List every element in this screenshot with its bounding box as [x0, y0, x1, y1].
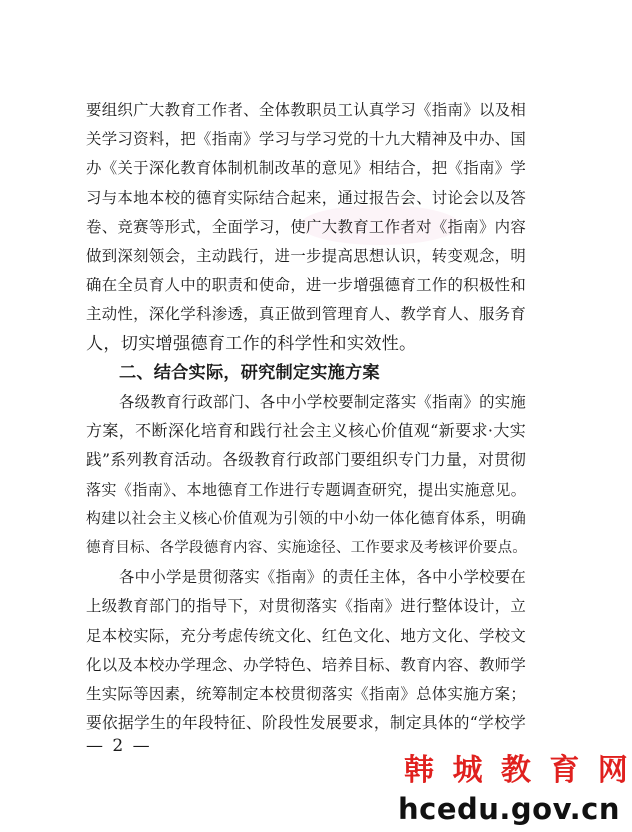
body-text-line: 卷、竞赛等形式，全面学习，使广大教育工作者对《指南》内容 — [86, 217, 526, 236]
body-text-line: 践”系列教育活动。各级教育行政部门要组织专门力量，对贯彻 — [86, 450, 526, 470]
site-watermark-domain: hcedu.gov.cn — [398, 792, 620, 826]
body-text-line: 德育目标、各学段德育内容、实施途径、工作要求及考核评价要点。 — [86, 540, 527, 556]
body-text-line: 要依据学生的年段特征、阶段性发展要求，制定具体的“学校学 — [86, 713, 526, 733]
body-text-line: 足本校实际，充分考虑传统文化、红色文化、地方文化、学校文 — [86, 626, 526, 645]
body-text-line: 要组织广大教育工作者、全体教职员工认真学习《指南》以及相 — [86, 101, 526, 119]
body-text-line: 生实际等因素，统筹制定本校贯彻落实《指南》总体实施方案； — [86, 685, 526, 703]
site-watermark-name: 韩 城 教 育 网 — [404, 753, 632, 788]
body-text-line: 落实《指南》、本地德育工作进行专题调查研究，提出实施意见。 — [86, 480, 526, 499]
page-number: — 2 — — [86, 736, 152, 756]
body-text-line: 办《关于深化教育体制机制改革的意见》相结合，把《指南》学 — [86, 159, 526, 178]
body-text-line: 构建以社会主义核心价值观为引领的中小幼一体化德育体系，明确 — [86, 509, 526, 527]
body-text-line: 上级教育部门的指导下，对贯彻落实《指南》进行整体设计，立 — [86, 597, 526, 616]
body-text-line: 方案，不断深化培育和践行社会主义核心价值观“新要求·大实 — [86, 421, 526, 441]
body-text-line: 人，切实增强德育工作的科学性和实效性。 — [86, 333, 417, 354]
body-text-line: 各级教育行政部门、各中小学校要制定落实《指南》的实施 — [119, 393, 526, 411]
body-text-line: 主动性，深化学科渗透，真正做到管理育人、教学育人、服务育 — [86, 305, 526, 324]
body-text-line: 化以及本校办学理念、办学特色、培养目标、教育内容、教师学 — [86, 655, 526, 674]
section-heading: 二、结合实际，研究制定实施方案 — [119, 362, 380, 383]
body-text-line: 确在全员育人中的职责和使命，进一步增强德育工作的积极性和 — [86, 276, 526, 295]
body-text-line: 做到深刻领会，主动践行，进一步提高思想认识，转变观念，明 — [86, 247, 526, 265]
body-text-line: 习与本地本校的德育实际结合起来，通过报告会、讨论会以及答 — [86, 188, 526, 207]
body-text-line: 各中小学是贯彻落实《指南》的责任主体，各中小学校要在 — [119, 568, 526, 587]
body-text-line: 关学习资料，把《指南》学习与学习党的十九大精神及中办、国 — [86, 130, 526, 149]
